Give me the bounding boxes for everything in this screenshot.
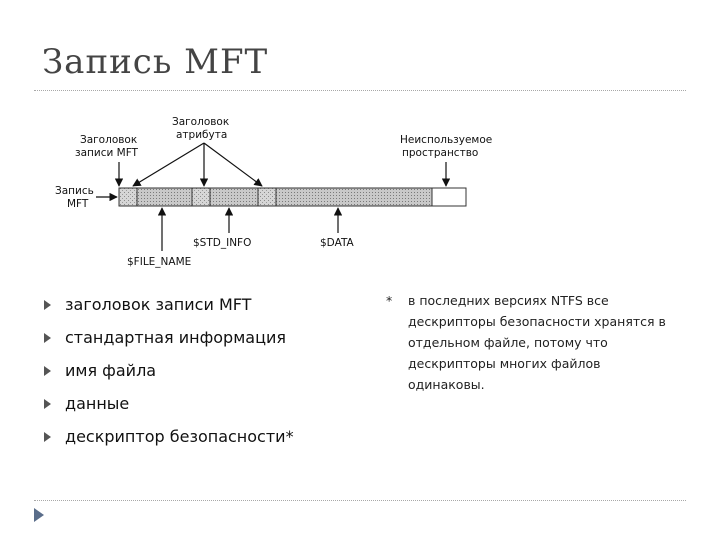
list-item: имя файла [44, 354, 294, 387]
bullet-arrow-icon [44, 333, 51, 343]
list-item: дескриптор безопасности* [44, 420, 294, 453]
file-name-label: $FILE_NAME [127, 256, 192, 268]
bullet-arrow-icon [44, 399, 51, 409]
footnote-text: в последних версиях NTFS все дескрипторы безопасности хранятся в отдельном файле, потому что дескрипторы многих файлов одинаковы. [408, 293, 666, 392]
list-item: данные [44, 387, 294, 420]
bullet-arrow-icon [44, 432, 51, 442]
bullet-arrow-icon [44, 366, 51, 376]
data-label: $DATA [320, 237, 354, 249]
slide-title: Запись MFT [42, 42, 269, 82]
mft-record-label-line1: Запись [55, 185, 94, 197]
bottom-divider [34, 500, 686, 501]
list-item: заголовок записи MFT [44, 288, 294, 321]
bullet-list [44, 288, 294, 453]
slide-corner-arrow-icon [34, 508, 44, 522]
record-header-label-line2: записи MFT [75, 147, 138, 159]
unused-space-label-line1: Неиспользуемое [400, 134, 493, 146]
unused-space-label-line2: пространство [402, 147, 479, 159]
list-item: стандартная информация [44, 321, 294, 354]
record-header-label-line1: Заголовок [80, 134, 138, 146]
bullet-arrow-icon [44, 300, 51, 310]
mft-record-label-line2: MFT [67, 198, 89, 210]
attr-header-label-line1: Заголовок [172, 116, 230, 128]
attr-header-label-line2: атрибута [176, 129, 228, 141]
record-bar [119, 188, 466, 206]
std-info-label: $STD_INFO [193, 237, 252, 249]
footnote-marker: * [386, 293, 393, 308]
